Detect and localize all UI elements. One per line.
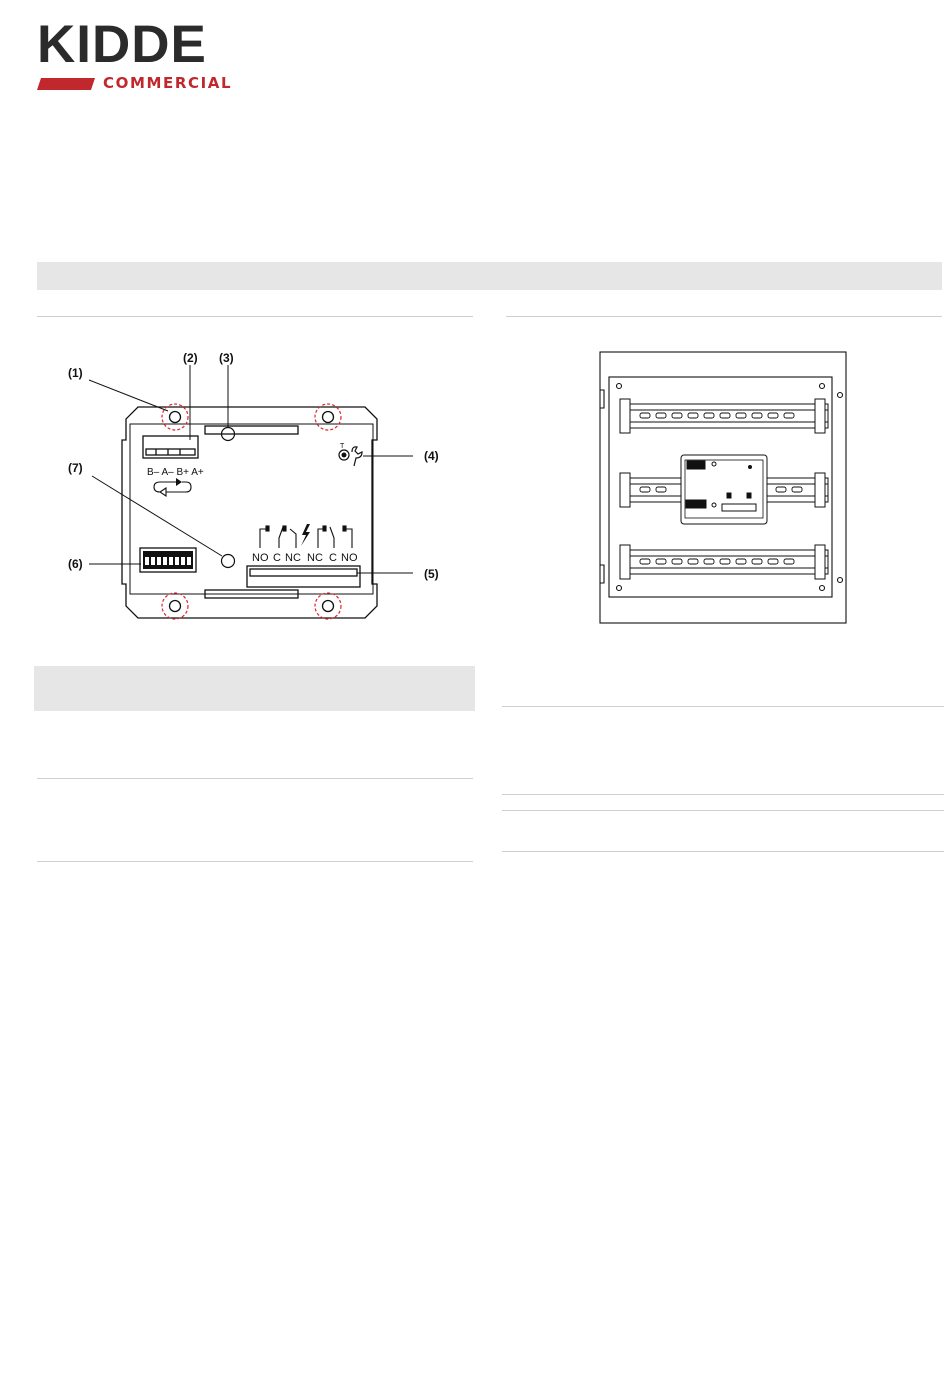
subsection-band: [34, 666, 475, 711]
svg-text:NO: NO: [341, 552, 358, 564]
din-rail: [620, 399, 828, 433]
svg-text:NO: NO: [252, 552, 269, 564]
svg-text:(6): (6): [68, 557, 83, 571]
svg-text:(2): (2): [183, 351, 198, 365]
loop-arrow-icon: [154, 478, 191, 496]
right-rule-2: [502, 794, 944, 795]
right-rule-1: [502, 706, 944, 707]
svg-text:(1): (1): [68, 366, 83, 380]
relay-terminal-block: [247, 566, 360, 587]
svg-text:(4): (4): [424, 449, 439, 463]
svg-text:C: C: [329, 552, 337, 564]
left-rule-2: [37, 861, 473, 862]
callout-labels: [68, 351, 439, 581]
left-column-rule: [37, 316, 473, 317]
svg-text:T: T: [340, 443, 345, 450]
dip-switch: [140, 548, 196, 572]
bus-terminal-labels: B– A– B+ A+: [147, 467, 204, 478]
svg-text:(3): (3): [219, 351, 234, 365]
device-front-diagram: [37, 340, 473, 640]
right-rule-4: [502, 851, 944, 852]
svg-text:NC: NC: [307, 552, 323, 564]
wrench-icon: [352, 447, 362, 466]
fault-led: [222, 555, 235, 568]
din-rail: [620, 545, 828, 579]
svg-text:(5): (5): [424, 567, 439, 581]
logo-wordmark: KIDDE: [37, 15, 207, 74]
left-rule-1: [37, 778, 473, 779]
lightning-icon: [301, 524, 310, 546]
mounted-module: [681, 455, 767, 524]
cabinet-installation-diagram: [590, 345, 850, 630]
right-column-rule: [506, 316, 942, 317]
right-rule-3: [502, 810, 944, 811]
section-header-band: [37, 262, 942, 290]
relay-terminal-labels: [252, 552, 358, 564]
svg-text:C: C: [273, 552, 281, 564]
kidde-commercial-logo: [37, 15, 247, 92]
callout-leaders: [89, 365, 413, 573]
logo-division: COMMERCIAL: [103, 74, 233, 92]
svg-text:(7): (7): [68, 461, 83, 475]
logo-red-bar: [37, 78, 95, 90]
svg-text:NC: NC: [285, 552, 301, 564]
test-button: [339, 443, 349, 460]
